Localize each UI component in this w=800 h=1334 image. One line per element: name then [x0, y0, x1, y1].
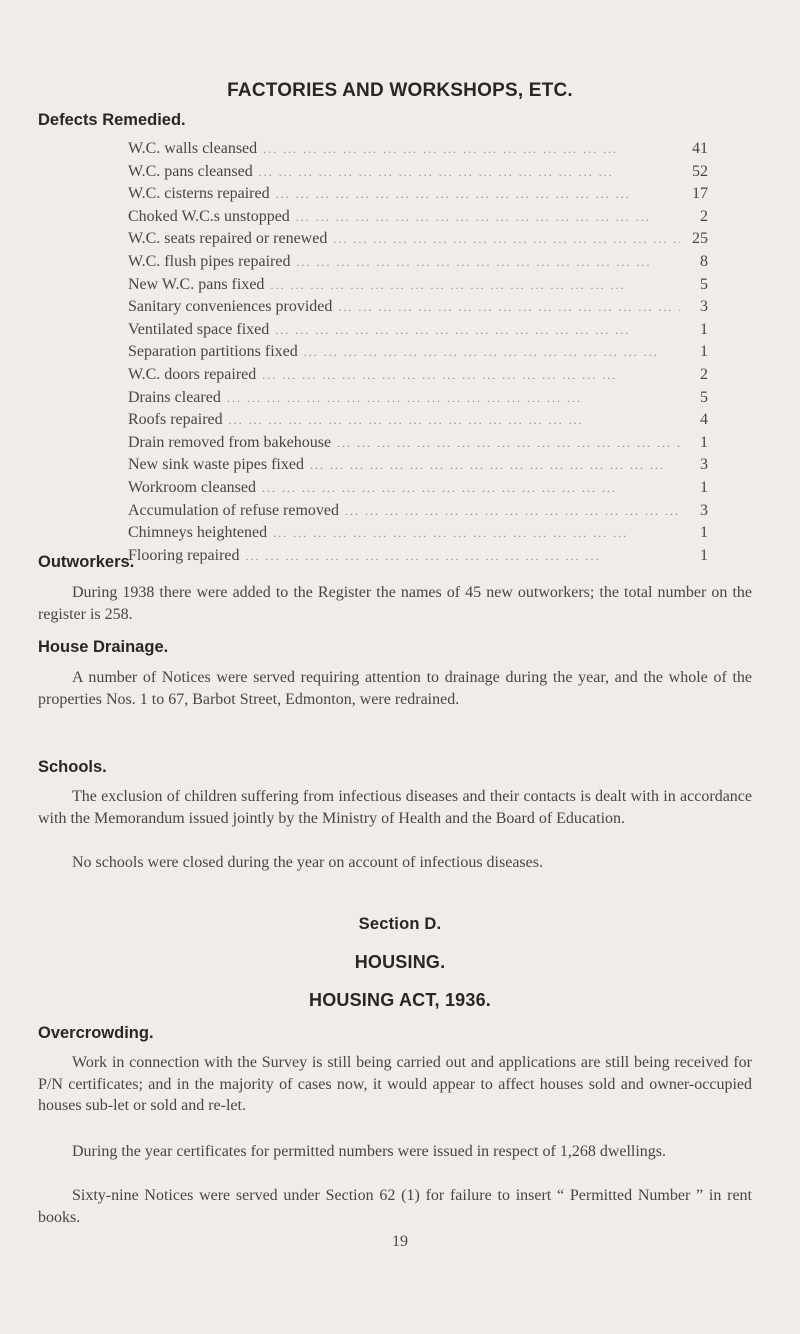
overcrowding-paragraph-2: During the year certificates for permitted numbers were issued in respect of 1,268 dwellings.: [72, 1143, 667, 1160]
defect-count: 25: [692, 230, 708, 248]
leader-dots: [338, 300, 680, 315]
defect-row: [128, 524, 708, 547]
outworkers-heading: Outworkers.: [38, 553, 135, 571]
leader-dots: [304, 345, 680, 360]
defect-count: 5: [700, 388, 708, 406]
defect-row: [128, 163, 708, 186]
defect-row: [128, 185, 708, 208]
house-drainage-heading: House Drainage.: [38, 638, 169, 656]
defect-label: W.C. doors repaired: [128, 365, 257, 383]
defect-label: W.C. walls cleansed: [128, 140, 258, 157]
defect-row: [128, 411, 708, 434]
leader-dots: [333, 232, 680, 247]
housing-act-title: HOUSING ACT, 1936.: [309, 990, 491, 1010]
page-number: 19: [392, 1233, 408, 1250]
defect-count: 2: [700, 207, 708, 225]
defect-row: [128, 479, 708, 502]
defect-row: [128, 276, 708, 299]
leader-dots: [273, 526, 680, 541]
leader-dots: [246, 549, 680, 564]
defect-label: W.C. pans cleansed: [128, 162, 253, 180]
defect-label: W.C. flush pipes repaired: [128, 252, 291, 270]
overcrowding-heading: Overcrowding.: [38, 1024, 154, 1042]
leader-dots: [276, 187, 680, 202]
defect-row: [128, 298, 708, 321]
defects-list: [128, 140, 708, 569]
defects-heading: Defects Remedied.: [38, 111, 186, 129]
defect-row: [128, 208, 708, 231]
leader-dots: [296, 255, 680, 270]
defect-count: 17: [692, 185, 708, 203]
leader-dots: [345, 504, 680, 519]
defect-count: 1: [700, 343, 708, 361]
leader-dots: [227, 391, 680, 406]
defect-row: [128, 389, 708, 412]
overcrowding-paragraph-3: Sixty-nine Notices were served under Section 62 (1) for failure to insert “ Permitted Number ” in rent books.: [38, 1187, 752, 1226]
defect-label: Ventilated space fixed: [128, 320, 270, 338]
schools-paragraph-1: The exclusion of children suffering from infectious diseases and their contacts is dealt with in accordance with the Memorandum issued jointly by the Ministry of Health and the Board of Education.: [38, 788, 752, 827]
overcrowding-paragraph-1: Work in connection with the Survey is still being carried out and applications are still being received for P/N certificates; and in the majority of cases now, it would appear to affect houses sold and owner-occupied houses sub-let or sold and re-let.: [38, 1054, 752, 1114]
defect-row: [128, 230, 708, 253]
leader-dots: [262, 481, 680, 496]
defect-row: [128, 343, 708, 366]
leader-dots: [263, 142, 680, 157]
defect-count: 41: [692, 140, 708, 157]
defect-count: 1: [700, 320, 708, 338]
defect-count: 1: [700, 478, 708, 496]
defect-label: Accumulation of refuse removed: [128, 501, 340, 519]
schools-heading: Schools.: [38, 758, 107, 776]
defect-row: [128, 434, 708, 457]
defect-count: 1: [700, 546, 708, 564]
defect-row: [128, 456, 708, 479]
defect-label: Choked W.C.s unstopped: [128, 207, 290, 225]
defect-label: Drain removed from bakehouse: [128, 433, 332, 451]
leader-dots: [229, 413, 680, 428]
defect-count: 1: [700, 524, 708, 542]
defect-label: Separation partitions fixed: [128, 343, 298, 361]
defect-label: Workroom cleansed: [128, 478, 256, 496]
defect-count: 8: [700, 252, 708, 270]
defect-row: [128, 140, 708, 163]
housing-title: HOUSING.: [354, 952, 446, 972]
defect-label: W.C. seats repaired or renewed: [128, 230, 328, 248]
leader-dots: [337, 436, 680, 451]
defect-row: [128, 253, 708, 276]
defect-label: Roofs repaired: [128, 411, 223, 429]
defect-count: 3: [700, 501, 708, 519]
defect-row: [128, 502, 708, 525]
defect-label: W.C. cisterns repaired: [128, 185, 270, 203]
defect-label: New W.C. pans fixed: [128, 275, 265, 293]
schools-paragraph-2: No schools were closed during the year on account of infectious diseases.: [72, 854, 543, 871]
defect-count: 4: [700, 411, 708, 429]
defect-count: 3: [700, 456, 708, 474]
defect-count: 2: [700, 365, 708, 383]
leader-dots: [275, 323, 680, 338]
leader-dots: [296, 210, 680, 225]
leader-dots: [262, 368, 680, 383]
defect-count: 52: [692, 162, 708, 180]
defect-label: Sanitary conveniences provided: [128, 298, 333, 316]
defect-row: [128, 547, 708, 570]
defect-label: Flooring repaired: [128, 546, 240, 564]
defect-count: 3: [700, 298, 708, 316]
defect-count: 1: [700, 433, 708, 451]
defect-label: Drains cleared: [128, 388, 221, 406]
leader-dots: [259, 165, 680, 180]
leader-dots: [310, 458, 680, 473]
leader-dots: [270, 278, 680, 293]
house-drainage-paragraph: A number of Notices were served requiring attention to drainage during the year, and the whole of the properties Nos. 1 to 67, Barbot Street, Edmonton, were redrained.: [38, 669, 752, 708]
defect-row: [128, 321, 708, 344]
defect-label: New sink waste pipes fixed: [128, 456, 304, 474]
page-title: FACTORIES AND WORKSHOPS, ETC.: [227, 80, 573, 101]
section-label: Section D.: [358, 915, 442, 933]
outworkers-paragraph: During 1938 there were added to the Register the names of 45 new outworkers; the total number on the register is 258.: [38, 584, 752, 623]
defect-label: Chimneys heightened: [128, 524, 268, 542]
defect-count: 5: [700, 275, 708, 293]
defect-row: [128, 366, 708, 389]
